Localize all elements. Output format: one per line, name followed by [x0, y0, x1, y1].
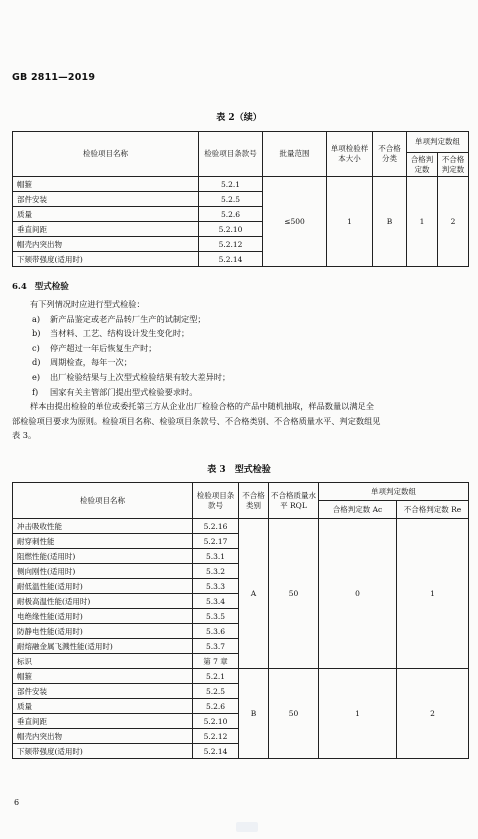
table-cell: 帽壳内突出物: [13, 729, 193, 744]
t3-groupA-class: A: [239, 519, 269, 669]
table-cell: 5.3.7: [193, 639, 239, 654]
t2-header-ac: 合格判定数: [407, 153, 438, 177]
t2-header-clause: 检验项目条款号: [199, 132, 263, 177]
list-text: 出厂检验结果与上次型式检验结果有较大差异时；: [50, 371, 231, 382]
table-cell: 下颏带强度(适用时): [13, 252, 199, 267]
table-cell: 部件安装: [13, 192, 199, 207]
paragraph-line: 部检验项目要求为原则。检验项目名称、检验项目条款号、不合格类别、不合格质量水平、判定数组见: [12, 415, 381, 426]
list-text: 国家有关主管部门提出型式检验要求时。: [50, 386, 198, 397]
t3-groupB-ac: 1: [319, 669, 397, 759]
table-cell: 部件安装: [13, 684, 193, 699]
table-cell: 5.2.5: [199, 192, 263, 207]
t3-groupB-class: B: [239, 669, 269, 759]
table-cell: 5.3.1: [193, 549, 239, 564]
table-cell: 防静电性能(适用时): [13, 624, 193, 639]
list-text: 停产超过一年后恢复生产时；: [50, 342, 157, 353]
table-cell: 耐极高温性能(适用时): [13, 594, 193, 609]
t3-header-re: 不合格判定数 Re: [397, 501, 469, 519]
list-item: [12, 355, 468, 370]
table-cell: 5.2.1: [193, 669, 239, 684]
t3-header-clause: 检验项目条款号: [193, 483, 239, 519]
table-cell: 5.2.14: [193, 744, 239, 759]
table3: [12, 482, 469, 759]
t3-header-ac: 合格判定数 Ac: [319, 501, 397, 519]
list-item: [12, 312, 468, 327]
list-item: [12, 341, 468, 356]
t2-sample-value: 1: [327, 177, 373, 267]
table-cell: 阻燃性能(适用时): [13, 549, 193, 564]
table-cell: 5.2.10: [193, 714, 239, 729]
paragraph-line: 样本由提出检验的单位或委托第三方从企业出厂检验合格的产品中随机抽取，样品数量以满足全: [30, 401, 374, 412]
table-cell: 5.2.1: [199, 177, 263, 192]
t2-header-re: 不合格判定数: [438, 153, 469, 177]
t2-header-sample: 单项检验样本大小: [327, 132, 373, 177]
list-label: a): [32, 313, 41, 324]
list-text: 当材料、工艺、结构设计发生变化时；: [50, 328, 190, 339]
list-item: [12, 385, 468, 400]
table-cell: 耐穿刺性能: [13, 534, 193, 549]
table-cell: 5.2.12: [193, 729, 239, 744]
t2-ac-value: 1: [407, 177, 438, 267]
table-cell: 耐熔融金属飞溅性能(适用时): [13, 639, 193, 654]
table-cell: 5.3.4: [193, 594, 239, 609]
table-cell: 5.3.2: [193, 564, 239, 579]
table2-caption: 表 2（续）: [216, 113, 262, 123]
list-label: f): [32, 386, 39, 397]
list-label: b): [32, 328, 41, 339]
table-cell: 5.2.14: [199, 252, 263, 267]
t3-header-class: 不合格类别: [239, 483, 269, 519]
t3-groupB-re: 2: [397, 669, 469, 759]
watermark-logo: [236, 822, 258, 832]
table-cell: 5.2.10: [199, 222, 263, 237]
t3-groupA-ac: 0: [319, 519, 397, 669]
t2-header-item-name: 检验项目名称: [13, 132, 199, 177]
table-cell: 垂直间距: [13, 222, 199, 237]
table-cell: 标识: [13, 654, 193, 669]
t3-groupA-re: 1: [397, 519, 469, 669]
list-item: [12, 370, 468, 385]
table-cell: 第 7 章: [193, 654, 239, 669]
table-cell: 侧向刚性(适用时): [13, 564, 193, 579]
table-cell: 电绝缘性能(适用时): [13, 609, 193, 624]
table-cell: 5.2.5: [193, 684, 239, 699]
t3-header-item-name: 检验项目名称: [13, 483, 193, 519]
t3-groupA-rql: 50: [269, 519, 319, 669]
t2-header-class: 不合格分类: [373, 132, 407, 177]
t3-groupB-rql: 50: [269, 669, 319, 759]
table3-caption: 表 3 型式检验: [207, 465, 271, 475]
t2-re-value: 2: [438, 177, 469, 267]
table-cell: 5.3.3: [193, 579, 239, 594]
list-text: 新产品鉴定或老产品转厂生产的试制定型；: [50, 313, 206, 324]
table-cell: 帽壳内突出物: [13, 237, 199, 252]
list-label: e): [32, 371, 41, 382]
paragraph-line: 表 3。: [12, 430, 37, 441]
section-title: 型式检验: [34, 282, 69, 292]
table-cell: 冲击吸收性能: [13, 519, 193, 534]
table-cell: 5.3.5: [193, 609, 239, 624]
table-cell: 下颏带强度(适用时): [13, 744, 193, 759]
section-number: 6.4: [12, 282, 27, 292]
t3-header-rql: 不合格质量水平 RQL: [269, 483, 319, 519]
table-cell: 垂直间距: [13, 714, 193, 729]
standard-number: GB 2811—2019: [12, 72, 96, 83]
t2-header-batch: 批量范围: [263, 132, 327, 177]
t2-batch-value: ≤500: [263, 177, 327, 267]
table-cell: 质量: [13, 699, 193, 714]
table-cell: 耐低温性能(适用时): [13, 579, 193, 594]
table2: [12, 131, 469, 267]
list-item: [12, 326, 468, 341]
table-cell: 5.2.17: [193, 534, 239, 549]
t2-class-value: B: [373, 177, 407, 267]
section-body: [12, 297, 468, 443]
t2-header-group: 单项判定数组: [407, 132, 469, 153]
table-cell: 5.2.6: [199, 207, 263, 222]
section-intro: 有下列情况时应进行型式检验：: [30, 299, 145, 309]
table-cell: 5.2.12: [199, 237, 263, 252]
t3-header-group: 单项判定数组: [319, 483, 469, 501]
table-cell: 5.2.6: [193, 699, 239, 714]
list-label: d): [32, 357, 41, 368]
section-heading: [12, 280, 69, 292]
table-cell: 质量: [13, 207, 199, 222]
table-cell: 帽箍: [13, 669, 193, 684]
list-label: c): [32, 342, 40, 353]
page-number: 6: [14, 798, 20, 807]
list-text: 周期检查，每年一次；: [50, 357, 132, 368]
table-cell: 5.3.6: [193, 624, 239, 639]
table-cell: 帽箍: [13, 177, 199, 192]
table-cell: 5.2.16: [193, 519, 239, 534]
